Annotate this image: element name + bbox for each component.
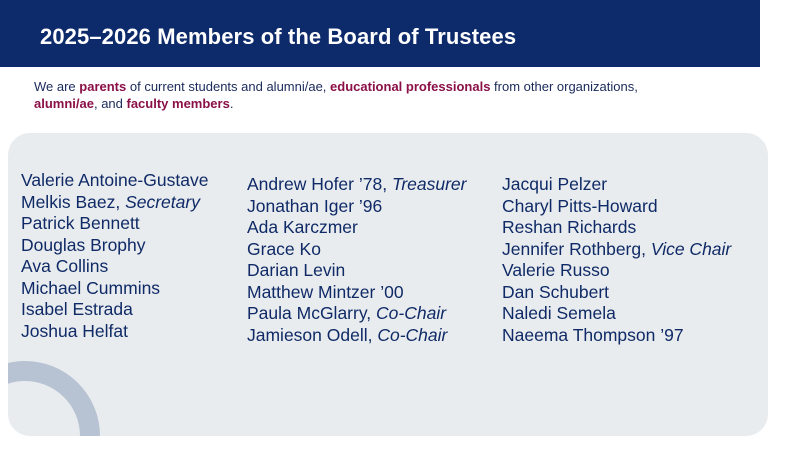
trustee-name xyxy=(502,260,731,282)
trustees-panel xyxy=(8,133,768,436)
trustee-name xyxy=(247,196,467,218)
trustee-name xyxy=(247,239,467,261)
trustee-name xyxy=(247,325,467,347)
trustee-name-text: Dan Schubert xyxy=(502,281,610,302)
trustee-name xyxy=(502,239,731,261)
trustee-name-text: Charyl Pitts-Howard xyxy=(502,195,658,216)
intro-text-5: . xyxy=(229,96,234,111)
trustee-column-3 xyxy=(502,174,731,346)
trustee-name-text: Paula McGlarry, xyxy=(247,303,377,323)
trustee-name-text: Andrew Hofer ’78, xyxy=(247,174,392,194)
trustee-name-text: Ada Karczmer xyxy=(247,217,358,237)
decorative-arc xyxy=(8,361,100,436)
trustee-name xyxy=(247,303,467,325)
trustee-role: Treasurer xyxy=(391,174,467,194)
trustee-name xyxy=(247,217,467,239)
trustee-column-1 xyxy=(21,170,208,342)
trustee-name xyxy=(502,217,731,239)
trustee-name-text: Matthew Mintzer ’00 xyxy=(247,281,404,302)
trustee-role: Co-Chair xyxy=(376,303,447,323)
trustee-name-text: Darian Levin xyxy=(247,260,346,280)
trustee-name xyxy=(21,170,208,192)
trustee-name-text: Naledi Semela xyxy=(502,303,616,323)
trustee-name-text: Jacqui Pelzer xyxy=(502,174,608,194)
header-bar xyxy=(0,0,760,67)
highlight-educational-professionals: educational professionals xyxy=(330,79,491,94)
trustee-name xyxy=(21,213,208,235)
trustee-name-text: Reshan Richards xyxy=(502,217,637,237)
trustee-name xyxy=(502,303,731,325)
highlight-parents: parents xyxy=(79,79,127,94)
trustee-name-text: Grace Ko xyxy=(247,238,321,259)
trustee-name-text: Isabel Estrada xyxy=(21,299,133,319)
trustee-name-text: Melkis Baez, xyxy=(21,191,126,212)
trustee-name xyxy=(502,196,731,218)
trustee-name xyxy=(247,260,467,282)
trustee-name xyxy=(247,174,467,196)
trustee-name xyxy=(21,299,208,321)
trustee-name xyxy=(502,325,731,347)
trustee-column-2 xyxy=(247,174,467,346)
page-title: 2025–2026 Members of the Board of Trustees xyxy=(40,24,517,49)
trustee-name xyxy=(502,174,731,196)
trustee-role: Co-Chair xyxy=(377,324,448,345)
intro-text-2: of current students and alumni/ae, xyxy=(126,79,331,94)
trustee-name-text: Ava Collins xyxy=(21,256,109,276)
trustee-name xyxy=(247,282,467,304)
trustee-name-text: Douglas Brophy xyxy=(21,234,146,255)
trustee-name-text: Patrick Bennett xyxy=(21,213,140,233)
intro-text-3: from other organizations, xyxy=(490,79,638,94)
trustee-name-text: Jennifer Rothberg, xyxy=(502,238,651,259)
highlight-faculty-members: faculty members xyxy=(126,96,230,111)
trustee-name-text: Jonathan Iger ’96 xyxy=(247,195,383,216)
intro-text-4: , and xyxy=(93,96,127,111)
intro-text-1: We are xyxy=(34,79,80,94)
trustee-name xyxy=(21,321,208,343)
trustee-name xyxy=(502,282,731,304)
trustee-name xyxy=(21,256,208,278)
trustee-name xyxy=(21,192,208,214)
trustee-name-text: Jamieson Odell, xyxy=(247,324,378,345)
trustee-name-text: Michael Cummins xyxy=(21,277,161,298)
trustee-name-text: Joshua Helfat xyxy=(21,320,129,341)
trustee-name-text: Valerie Russo xyxy=(502,260,610,280)
trustee-name xyxy=(21,235,208,257)
trustee-name xyxy=(21,278,208,300)
intro-text xyxy=(34,78,734,112)
highlight-alumni: alumni/ae xyxy=(34,96,94,111)
trustee-name-text: Valerie Antoine-Gustave xyxy=(21,170,209,190)
trustee-role: Secretary xyxy=(125,191,200,212)
trustee-name-text: Naeema Thompson ’97 xyxy=(502,324,684,345)
trustee-role: Vice Chair xyxy=(650,238,732,259)
